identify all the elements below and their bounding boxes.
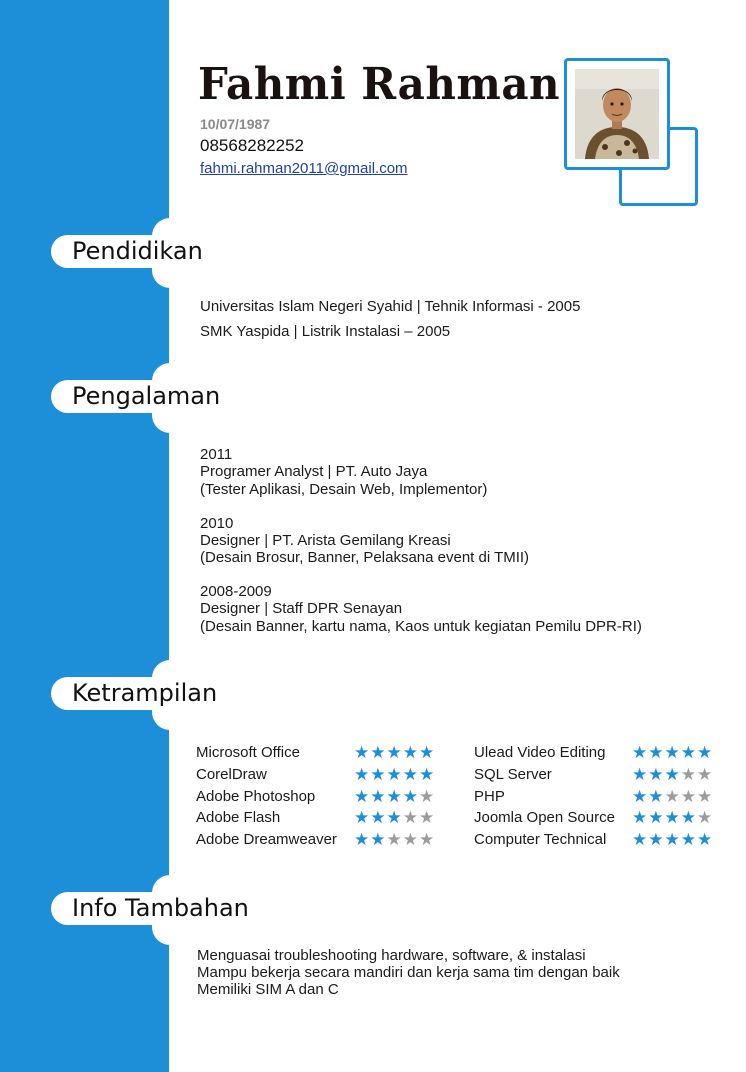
star-empty-icon: ★ (402, 808, 419, 829)
full-name: Fahmi Rahman (198, 58, 561, 110)
profile-photo (575, 69, 659, 159)
skill-rating-stars (632, 830, 713, 850)
star-filled-icon: ★ (632, 808, 649, 829)
skill-name: Microsoft Office (196, 744, 300, 761)
star-filled-icon: ★ (632, 786, 649, 807)
star-empty-icon: ★ (402, 830, 419, 851)
star-filled-icon: ★ (419, 764, 436, 785)
skill-name: Adobe Dreamweaver (196, 831, 337, 849)
star-empty-icon: ★ (419, 830, 436, 851)
skill-rating-stars (354, 808, 435, 828)
star-empty-icon: ★ (419, 808, 436, 829)
star-filled-icon: ★ (402, 743, 419, 763)
star-filled-icon: ★ (370, 830, 387, 851)
star-filled-icon: ★ (370, 743, 387, 763)
skill-rating-stars (632, 765, 713, 785)
skill-name: Computer Technical (474, 831, 607, 849)
star-empty-icon: ★ (697, 808, 714, 829)
experience-year: 2010 (200, 515, 234, 532)
skill-rating-stars (354, 787, 435, 807)
experience-desc: (Tester Aplikasi, Desain Web, Implementor) (200, 481, 488, 498)
star-filled-icon: ★ (402, 764, 419, 785)
star-filled-icon: ★ (680, 808, 697, 829)
star-empty-icon: ★ (697, 786, 714, 807)
section-title-pengalaman: Pengalaman (72, 382, 221, 410)
skill-name: Adobe Photoshop (196, 787, 316, 805)
experience-year: 2011 (200, 446, 233, 463)
skill-rating-stars (354, 765, 435, 785)
star-filled-icon: ★ (648, 830, 665, 851)
star-filled-icon: ★ (680, 743, 697, 763)
star-empty-icon: ★ (419, 786, 436, 807)
star-filled-icon: ★ (354, 808, 371, 829)
experience-desc: (Desain Brosur, Banner, Pelaksana event di TMII) (200, 549, 530, 566)
skill-rating-stars (354, 830, 435, 850)
star-empty-icon: ★ (664, 786, 681, 807)
education-line: Universitas Islam Negeri Syahid | Tehnik Informasi - 2005 (200, 298, 581, 315)
star-filled-icon: ★ (354, 830, 371, 851)
email-link[interactable]: fahmi.rahman2011@gmail.com (200, 160, 408, 177)
star-filled-icon: ★ (370, 764, 387, 785)
skill-rating-stars (632, 808, 713, 828)
star-filled-icon: ★ (386, 786, 403, 807)
skill-name: CorelDraw (196, 765, 267, 783)
skill-rating-stars (354, 743, 435, 763)
star-filled-icon: ★ (648, 764, 665, 785)
star-filled-icon: ★ (664, 764, 681, 785)
star-filled-icon: ★ (386, 743, 403, 763)
experience-year: 2008-2009 (200, 583, 272, 600)
star-empty-icon: ★ (680, 786, 697, 807)
star-filled-icon: ★ (370, 786, 387, 807)
star-filled-icon: ★ (664, 808, 681, 829)
star-filled-icon: ★ (648, 786, 665, 807)
star-filled-icon: ★ (370, 808, 387, 829)
section-title-pendidikan: Pendidikan (72, 237, 203, 265)
star-filled-icon: ★ (632, 830, 649, 851)
info-line: Mampu bekerja secara mandiri dan kerja sama tim dengan baik (197, 964, 620, 981)
star-empty-icon: ★ (680, 764, 697, 785)
info-line: Menguasai troubleshooting hardware, software, & instalasi (197, 947, 586, 964)
star-empty-icon: ★ (697, 764, 714, 785)
star-empty-icon: ★ (386, 830, 403, 851)
section-title-ketrampilan: Ketrampilan (72, 679, 218, 707)
skill-rating-stars (632, 743, 713, 763)
skill-name: Ulead Video Editing (474, 744, 606, 761)
star-filled-icon: ★ (648, 743, 665, 763)
experience-desc: (Desain Banner, kartu nama, Kaos untuk kegiatan Pemilu DPR-RI) (200, 618, 642, 635)
star-filled-icon: ★ (648, 808, 665, 829)
skill-name: Adobe Flash (196, 809, 281, 827)
skill-name: SQL Server (474, 765, 552, 783)
section-title-info-tambahan: Info Tambahan (72, 894, 249, 922)
experience-role: Designer | PT. Arista Gemilang Kreasi (200, 532, 451, 549)
star-filled-icon: ★ (386, 808, 403, 829)
section-header-info-tambahan (0, 875, 258, 945)
star-filled-icon: ★ (632, 764, 649, 785)
skill-name: Joomla Open Source (474, 809, 615, 827)
star-filled-icon: ★ (680, 830, 697, 851)
star-filled-icon: ★ (354, 764, 371, 785)
star-filled-icon: ★ (697, 743, 714, 763)
star-filled-icon: ★ (664, 830, 681, 851)
education-line: SMK Yaspida | Listrik Instalasi – 2005 (200, 323, 451, 340)
star-filled-icon: ★ (632, 743, 649, 763)
star-filled-icon: ★ (697, 830, 714, 851)
skill-rating-stars (632, 787, 713, 807)
star-filled-icon: ★ (354, 786, 371, 807)
experience-role: Designer | Staff DPR Senayan (200, 600, 403, 617)
phone-number: 08568282252 (200, 136, 305, 155)
date-of-birth: 10/07/1987 (200, 116, 271, 132)
skill-name: PHP (474, 787, 505, 805)
star-filled-icon: ★ (419, 743, 436, 763)
star-filled-icon: ★ (664, 743, 681, 763)
star-filled-icon: ★ (402, 786, 419, 807)
star-filled-icon: ★ (386, 764, 403, 785)
section-header-pengalaman (0, 363, 258, 433)
experience-role: Programer Analyst | PT. Auto Jaya (200, 463, 428, 480)
section-header-ketrampilan (0, 660, 258, 730)
info-line: Memiliki SIM A dan C (197, 981, 339, 998)
star-filled-icon: ★ (354, 743, 371, 763)
section-header-pendidikan (0, 218, 258, 288)
